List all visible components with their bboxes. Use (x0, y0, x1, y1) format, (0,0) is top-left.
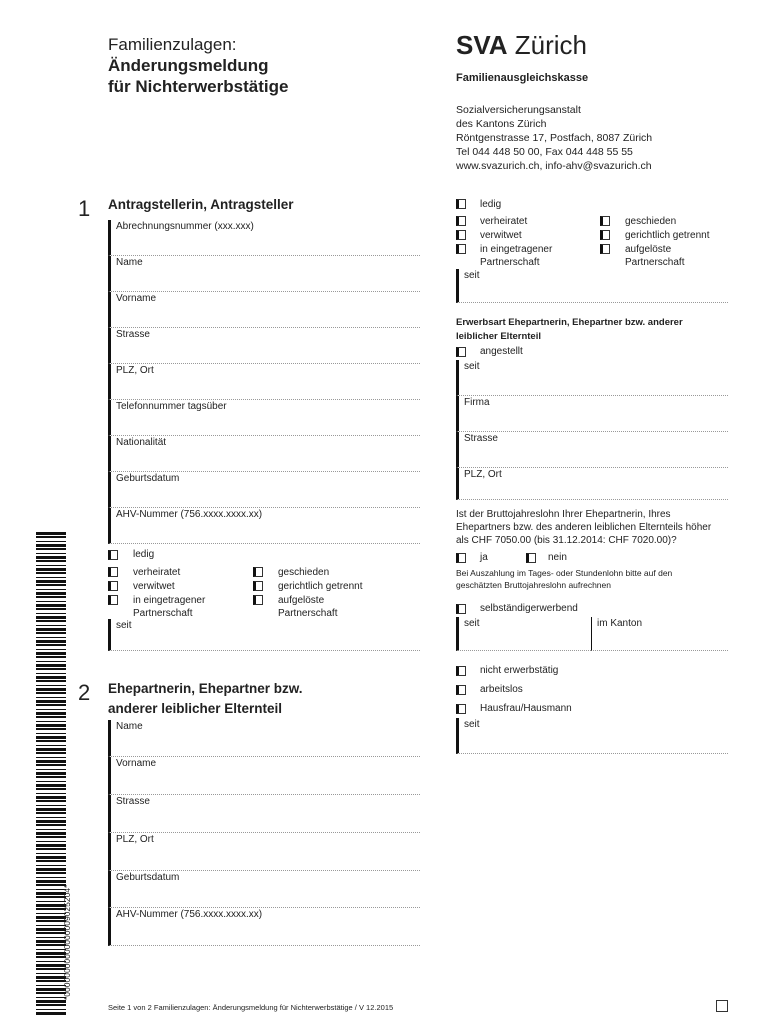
field-strasse[interactable] (108, 328, 420, 364)
field-label: seit (464, 719, 480, 730)
barcode-bar (36, 536, 66, 538)
title-line-3: für Nichterwerbstätige (108, 77, 289, 96)
checkbox-right-ledig[interactable] (456, 199, 466, 209)
label-aufgeloest (278, 594, 337, 620)
label-line: aufgelöste (278, 595, 325, 606)
label-nein: nein (548, 552, 567, 563)
barcode-bar (36, 772, 66, 775)
checkbox-geschieden[interactable] (253, 567, 263, 577)
field-label: Name (116, 721, 143, 732)
barcode-bar (36, 712, 66, 715)
checkbox-nein[interactable] (526, 553, 536, 563)
barcode-bar (36, 841, 66, 842)
checkbox-partnerschaft[interactable] (108, 595, 118, 605)
barcode-bar (36, 781, 66, 782)
field-label: Vorname (116, 293, 157, 304)
question-line: Ehepartners bzw. des anderen leiblichen Elternteils höher (456, 522, 712, 533)
label-line: Partnerschaft (625, 257, 685, 268)
field-label: PLZ, Ort (464, 469, 502, 480)
title-line-2: Änderungsmeldung (108, 56, 269, 75)
sva-logo (456, 30, 587, 61)
field-name[interactable] (108, 256, 420, 292)
barcode-bar (36, 721, 66, 722)
question-line: als CHF 7050.00 (bis 31.12.2014: CHF 7020.00)? (456, 535, 677, 546)
lohn-note (456, 567, 672, 591)
org-name: Familienausgleichskasse (456, 72, 589, 84)
barcode-bar (36, 577, 66, 578)
barcode-bar (36, 673, 66, 674)
label-right-getrennt: gerichtlich getrennt (625, 230, 710, 241)
barcode-bar (36, 752, 66, 754)
field-telefon[interactable] (108, 400, 420, 436)
field-firma-strasse[interactable] (456, 432, 728, 468)
label-line: Partnerschaft (133, 608, 193, 619)
barcode-bar (36, 757, 66, 758)
field-partner-strasse[interactable] (108, 795, 420, 833)
barcode-bar (36, 1009, 66, 1010)
checkbox-ledig[interactable] (108, 550, 118, 560)
field-label: Geburtsdatum (116, 473, 180, 484)
checkbox-right-geschieden[interactable] (600, 216, 610, 226)
barcode-bar (36, 800, 66, 802)
field-label: Nationalität (116, 437, 167, 448)
field-firma[interactable] (456, 396, 728, 432)
field-angestellt-seit[interactable] (456, 360, 728, 396)
field-seit[interactable] (108, 619, 420, 651)
label-right-verwitwet: verwitwet (480, 230, 522, 241)
barcode-bar (36, 688, 66, 691)
barcode-bar (36, 748, 66, 751)
barcode-bar (36, 709, 66, 710)
barcode-bar (36, 685, 66, 686)
barcode-bar (36, 664, 66, 667)
field-hausfrau-seit[interactable] (456, 718, 728, 754)
barcode-bar (36, 880, 66, 883)
barcode-bar (36, 704, 66, 706)
field-label: seit (464, 270, 480, 281)
barcode-bar (36, 805, 66, 806)
field-ahv-nummer[interactable] (108, 508, 420, 544)
field-label: Telefonnummer tagsüber (116, 401, 227, 412)
label-right-ledig: ledig (480, 199, 502, 210)
barcode-bar (36, 716, 66, 718)
label-line: Partnerschaft (480, 257, 540, 268)
checkbox-right-getrennt[interactable] (600, 230, 610, 240)
address-block (456, 103, 652, 173)
barcode-bar (36, 532, 66, 535)
barcode-bar (36, 764, 66, 766)
barcode-bar (36, 625, 66, 626)
barcode-bar (36, 736, 66, 739)
barcode-bar (36, 556, 66, 559)
barcode-number: *00000000000000009025204* (62, 884, 72, 1000)
barcode-bar (36, 596, 66, 598)
field-nationalitaet[interactable] (108, 436, 420, 472)
label-partnerschaft (133, 594, 205, 620)
field-label: seit (464, 618, 480, 629)
checkbox-arbeitslos[interactable] (456, 685, 466, 695)
barcode-bar (36, 632, 66, 634)
checkbox-right-verheiratet[interactable] (456, 216, 466, 226)
barcode-bar (36, 848, 66, 850)
checkbox-selbstaendig[interactable] (456, 604, 466, 614)
note-line: geschätzten Bruttojahreslohn aufrechnen (456, 580, 611, 590)
checkbox-aufgeloest[interactable] (253, 595, 263, 605)
barcode-bar (36, 1012, 66, 1015)
field-label: seit (464, 361, 480, 372)
field-label: PLZ, Ort (116, 365, 154, 376)
checkbox-ja[interactable] (456, 553, 466, 563)
label-ja: ja (480, 552, 488, 563)
field-partner-vorname[interactable] (108, 757, 420, 795)
barcode-bar (36, 560, 66, 562)
barcode-bar (36, 553, 66, 554)
label-arbeitslos: arbeitslos (480, 684, 523, 695)
field-partner-plz-ort[interactable] (108, 833, 420, 871)
section-2-number: 2 (78, 680, 91, 705)
page-footer: Seite 1 von 2 Familienzulagen: Änderungsmeldung für Nichterwerbstätige / V 12.2015 (108, 1003, 394, 1012)
field-label: Strasse (464, 433, 498, 444)
form-title (108, 34, 288, 97)
section-1-number: 1 (78, 196, 91, 221)
barcode-bar (36, 616, 66, 619)
barcode-bar (36, 661, 66, 662)
barcode-bar (36, 692, 66, 694)
address-line: www.svazurich.ch, info-ahv@svazurich.ch (456, 160, 652, 172)
barcode-bar (36, 724, 66, 727)
field-right-seit[interactable] (456, 269, 728, 303)
corner-checkbox[interactable] (716, 1000, 728, 1012)
field-partner-ahv-nummer[interactable] (108, 908, 420, 946)
field-label: Vorname (116, 758, 157, 769)
barcode-bar (36, 584, 66, 586)
field-plz-ort[interactable] (108, 364, 420, 400)
field-label: Geburtsdatum (116, 872, 180, 883)
barcode-bar (36, 668, 66, 670)
barcode-bar (36, 829, 66, 830)
barcode-bar (36, 620, 66, 622)
label-getrennt: gerichtlich getrennt (278, 581, 363, 592)
field-label: AHV-Nummer (756.xxxx.xxxx.xx) (116, 509, 263, 520)
checkbox-right-aufgeloest[interactable] (600, 244, 610, 254)
label-selbstaendig: selbständigerwerbend (480, 603, 578, 614)
barcode-bar (36, 812, 66, 814)
label-line: Partnerschaft (278, 608, 338, 619)
barcode-bar (36, 700, 66, 703)
field-label: im Kanton (597, 618, 643, 629)
checkbox-right-verwitwet[interactable] (456, 230, 466, 240)
heading-line: leiblicher Elternteil (456, 331, 541, 342)
field-im-kanton[interactable] (591, 617, 728, 651)
barcode-bar (36, 608, 66, 610)
barcode-bar (36, 1004, 66, 1006)
section-1-heading: Antragstellerin, Antragsteller (108, 197, 294, 212)
barcode-bar (36, 865, 66, 866)
checkbox-right-partnerschaft[interactable] (456, 244, 466, 254)
barcode-bar (36, 572, 66, 574)
checkbox-verwitwet[interactable] (108, 581, 118, 591)
checkbox-angestellt[interactable] (456, 347, 466, 357)
field-geburtsdatum[interactable] (108, 472, 420, 508)
field-selbstaendig-seit[interactable] (456, 617, 591, 651)
barcode-bar (36, 784, 66, 787)
label-right-geschieden: geschieden (625, 216, 677, 227)
address-line: Sozialversicherungsanstalt (456, 104, 581, 116)
barcode-bar (36, 740, 66, 742)
field-partner-name[interactable] (108, 720, 420, 757)
address-line: Tel 044 448 50 00, Fax 044 448 55 55 (456, 146, 633, 158)
barcode-bar (36, 808, 66, 811)
checkbox-hausfrau[interactable] (456, 704, 466, 714)
question-line: Ist der Bruttojahreslohn Ihrer Ehepartnerin, Ihres (456, 509, 671, 520)
barcode-bar (36, 728, 66, 730)
field-label: Strasse (116, 329, 150, 340)
field-label: AHV-Nummer (756.xxxx.xxxx.xx) (116, 909, 263, 920)
heading-line: anderer leiblicher Elternteil (108, 701, 283, 716)
label-line: in eingetragener (133, 595, 206, 606)
heading-line: Ehepartnerin, Ehepartner bzw. (108, 681, 303, 696)
barcode-bar (36, 760, 66, 763)
field-firma-plz-ort[interactable] (456, 468, 728, 500)
field-label: Strasse (116, 796, 150, 807)
barcode-bar (36, 580, 66, 583)
field-label: Abrechnungsnummer (xxx.xxx) (116, 221, 254, 232)
barcode-bar (36, 544, 66, 547)
barcode-bar (36, 733, 66, 734)
heading-line: Erwerbsart Ehepartnerin, Ehepartner bzw. anderer (456, 317, 683, 328)
barcode-bar (36, 613, 66, 614)
barcode-bar (36, 601, 66, 602)
barcode-bar (36, 628, 66, 631)
barcode-bar (36, 697, 66, 698)
label-geschieden: geschieden (278, 567, 330, 578)
barcode-bar (36, 788, 66, 790)
barcode-bar (36, 649, 66, 650)
field-label: Firma (464, 397, 490, 408)
barcode-bar (36, 548, 66, 550)
field-partner-geburtsdatum[interactable] (108, 871, 420, 908)
field-vorname[interactable] (108, 292, 420, 328)
section-2-heading (108, 679, 303, 719)
barcode-bar (36, 589, 66, 590)
title-line-1: Familienzulagen: (108, 35, 237, 54)
barcode-bar (36, 793, 66, 794)
barcode-bar (36, 640, 66, 643)
barcode-bar (36, 824, 66, 826)
barcode-bar (36, 652, 66, 655)
barcode-bar (36, 637, 66, 638)
barcode-bar (36, 796, 66, 799)
label-verheiratet: verheiratet (133, 567, 181, 578)
barcode-bar (36, 769, 66, 770)
label-line: in eingetragener (480, 244, 553, 255)
label-right-partnerschaft (480, 243, 552, 269)
logo-rest: Zürich (507, 30, 587, 60)
field-abrechnungsnummer[interactable] (108, 220, 420, 256)
address-line: des Kantons Zürich (456, 118, 547, 130)
barcode-bar (36, 604, 66, 607)
label-right-verheiratet: verheiratet (480, 216, 528, 227)
label-ledig: ledig (133, 549, 155, 560)
label-line: aufgelöste (625, 244, 672, 255)
barcode-bar (36, 832, 66, 835)
label-right-aufgeloest (625, 243, 684, 269)
barcode-bar (36, 565, 66, 566)
barcode-bar (36, 644, 66, 646)
field-label: seit (116, 620, 132, 631)
barcode-bar (36, 844, 66, 847)
label-verwitwet: verwitwet (133, 581, 175, 592)
barcode-bar (36, 592, 66, 595)
checkbox-getrennt[interactable] (253, 581, 263, 591)
barcode-bar (36, 745, 66, 746)
barcode-bar (36, 872, 66, 874)
barcode-bar (36, 820, 66, 823)
lohn-question (456, 508, 711, 547)
label-nicht-erwerbstaetig: nicht erwerbstätig (480, 665, 559, 676)
barcode-bar (36, 853, 66, 854)
barcode-bar (36, 656, 66, 658)
barcode-bar (36, 860, 66, 862)
field-label: Name (116, 257, 143, 268)
barcode-bar (36, 541, 66, 542)
barcode-bar (36, 836, 66, 838)
checkbox-verheiratet[interactable] (108, 567, 118, 577)
barcode-bar (36, 856, 66, 859)
field-label: PLZ, Ort (116, 834, 154, 845)
logo-bold: SVA (456, 30, 508, 60)
barcode-bar (36, 1000, 66, 1003)
barcode-bar (36, 868, 66, 871)
checkbox-nicht-erwerbstaetig[interactable] (456, 666, 466, 676)
erwerbsart-heading (456, 316, 683, 344)
barcode-bar (36, 776, 66, 778)
barcode-bar (36, 568, 66, 571)
label-angestellt: angestellt (480, 346, 523, 357)
barcode-bar (36, 817, 66, 818)
barcode-bar (36, 877, 66, 878)
barcode-bar (36, 680, 66, 682)
note-line: Bei Auszahlung im Tages- oder Stundenlohn bitte auf den (456, 568, 673, 578)
address-line: Röntgenstrasse 17, Postfach, 8087 Zürich (456, 132, 653, 144)
barcode-bar (36, 676, 66, 679)
label-hausfrau: Hausfrau/Hausmann (480, 703, 572, 714)
